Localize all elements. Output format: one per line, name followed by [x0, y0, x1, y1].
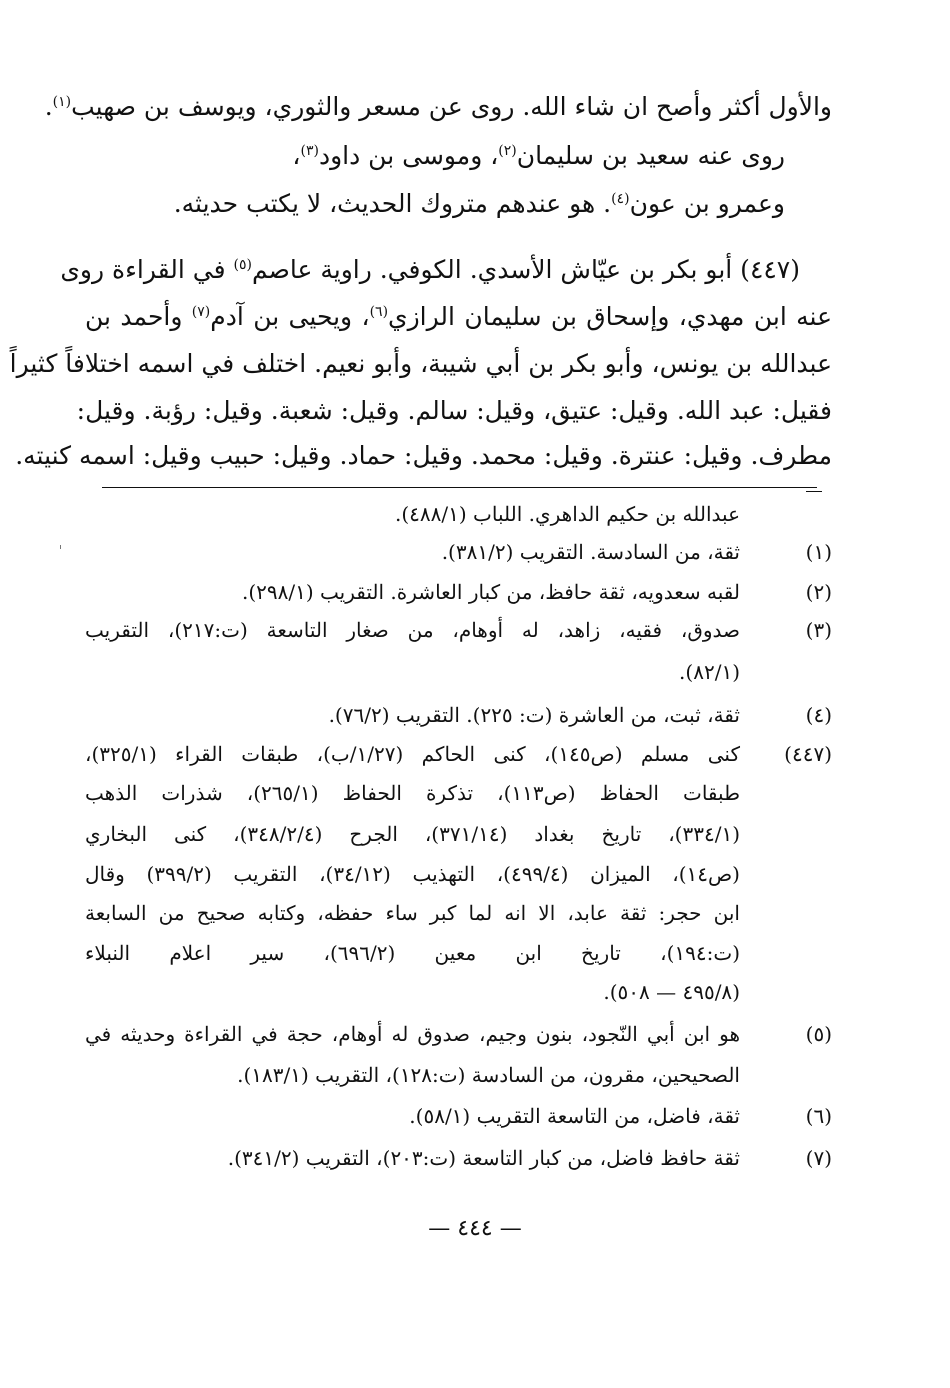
footnote-text: كنى مسلم (ص١٤٥)، كنى الحاكم (١/٢٧/ب)، طبقات القراء (٣٢٥/١)، — [85, 742, 740, 766]
footnote-carry-over: عبدالله بن حكيم الداهري. اللباب (٤٨٨/١). — [394, 502, 740, 526]
footnote-number: (٣) — [805, 618, 832, 642]
main-line-1-text: والأول أكثر وأصح ان شاء الله. روى عن مسعر والثوري، ويوسف بن صهيب$^{(١)}$. — [44, 92, 832, 121]
main-line-8: مطرف. وقيل: عنترة. وقيل: محمد. وقيل: حماد. وقيل: حبيب وقيل: اسمه كنيته. — [15, 441, 832, 470]
footnote-number: (١) — [805, 540, 832, 564]
footnote-2 — [85, 580, 832, 610]
footnote-7 — [85, 1146, 832, 1176]
page-number: — ٤٤٤ — — [428, 1216, 522, 1241]
main-line-4: (٤٤٧) أبو بكر بن عيّاش الأسدي. الكوفي. راوية عاصم$^{(٥)}$ في القراءة روى — [60, 255, 800, 284]
footnote-separator-mark — [806, 491, 822, 492]
footnote-3-line-2: (٨٢/١). — [679, 660, 740, 684]
footnote-number: (٧) — [805, 1146, 832, 1170]
footnote-separator — [102, 487, 817, 488]
footnote-1 — [85, 540, 832, 570]
footnote-text: صدوق، فقيه، زاهد، له أوهام، من صغار التاسعة (ت:٢١٧)، التقريب — [85, 618, 740, 642]
footnote-number: (٥) — [805, 1022, 832, 1046]
footnote-text: لقبه سعدويه، ثقة حافظ، من كبار العاشرة. التقريب (٢٩٨/١). — [241, 580, 740, 604]
main-line-1 — [44, 92, 832, 121]
footnote-447-line-4: (ص١٤)، الميزان (٤٩٩/٤)، التهذيب (٣٤/١٢)، التقريب (٣٩٩/٢) وقال — [85, 862, 740, 886]
main-line-3: وعمرو بن عون$^{(٤)}$. هو عندهم متروك الحديث، لا يكتب حديثه. — [173, 189, 785, 218]
footnote-text: ثقة، فاضل، من التاسعة التقريب (٥٨/١). — [409, 1104, 740, 1128]
footnote-447-line-5: ابن حجر: ثقة عابد، الا انه لما كبر ساء حفظه، وكتابه صحيح من السابعة — [85, 901, 740, 925]
footnote-number: (٤) — [805, 703, 832, 727]
footnote-4 — [85, 703, 832, 733]
footnote-text: ثقة، ثبت، من العاشرة (ت: ٢٢٥). التقريب (٧٦/٢). — [328, 703, 740, 727]
main-line-2: روى عنه سعيد بن سليمان$^{(٢)}$، وموسى بن داود$^{(٣)}$، — [292, 141, 785, 170]
footnote-447-line-2: طبقات الحفاظ (ص١١٣)، تذكرة الحفاظ (٢٦٥/١)، شذرات الذهب — [85, 781, 741, 805]
footnote-447-line-6: (ت:١٩٤)، تاريخ ابن معين (٦٩٦/٢)، سير اعلام النبلاء — [85, 941, 740, 965]
main-line-7: فقيل: عبد الله. وقيل: عتيق، وقيل: سالم. وقيل: شعبة. وقيل: رؤبة. وقيل: — [76, 396, 832, 425]
footnote-text: ثقة، من السادسة. التقريب (٣٨١/٢). — [441, 540, 740, 564]
footnote-number: (٢) — [805, 580, 832, 604]
footnote-text: هو ابن أبي النّجود، بنون وجيم، صدوق له أوهام، حجة في القراءة وحديثه في — [85, 1022, 740, 1046]
main-line-5: عنه ابن مهدي، وإسحاق بن سليمان الرازي$^{(٦)}$، ويحيى بن آدم$^{(٧)}$ وأحمد بن — [85, 302, 832, 331]
footnote-447-line-3: (٣٣٤/١)، تاريخ بغداد (٣٧١/١٤)، الجرح (٣٤٨/٢/٤)، كنى البخاري — [85, 822, 741, 846]
footnote-text: ثقة حافظ فاضل، من كبار التاسعة (ت:٢٠٣)، التقريب (٣٤١/٢). — [227, 1146, 740, 1170]
footnote-number: (٦) — [805, 1104, 832, 1128]
footnote-5 — [85, 1022, 832, 1052]
scan-mark — [60, 545, 61, 549]
footnote-3 — [85, 618, 832, 648]
footnote-447-line-7: (٤٩٥/٨ — ٥٠٨). — [603, 980, 740, 1004]
footnote-5-line-2: الصحيحين، مقرون، من السادسة (ت:١٢٨)، التقريب (١٨٣/١). — [237, 1063, 740, 1087]
main-line-6: عبدالله بن يونس، وأبو بكر بن أبي شيبة، وأبو نعيم. اختلف في اسمه اختلافاً كثيراً — [9, 349, 832, 378]
footnote-447 — [85, 742, 832, 772]
footnote-6 — [85, 1104, 832, 1134]
footnote-number: (٤٤٧) — [784, 742, 832, 766]
